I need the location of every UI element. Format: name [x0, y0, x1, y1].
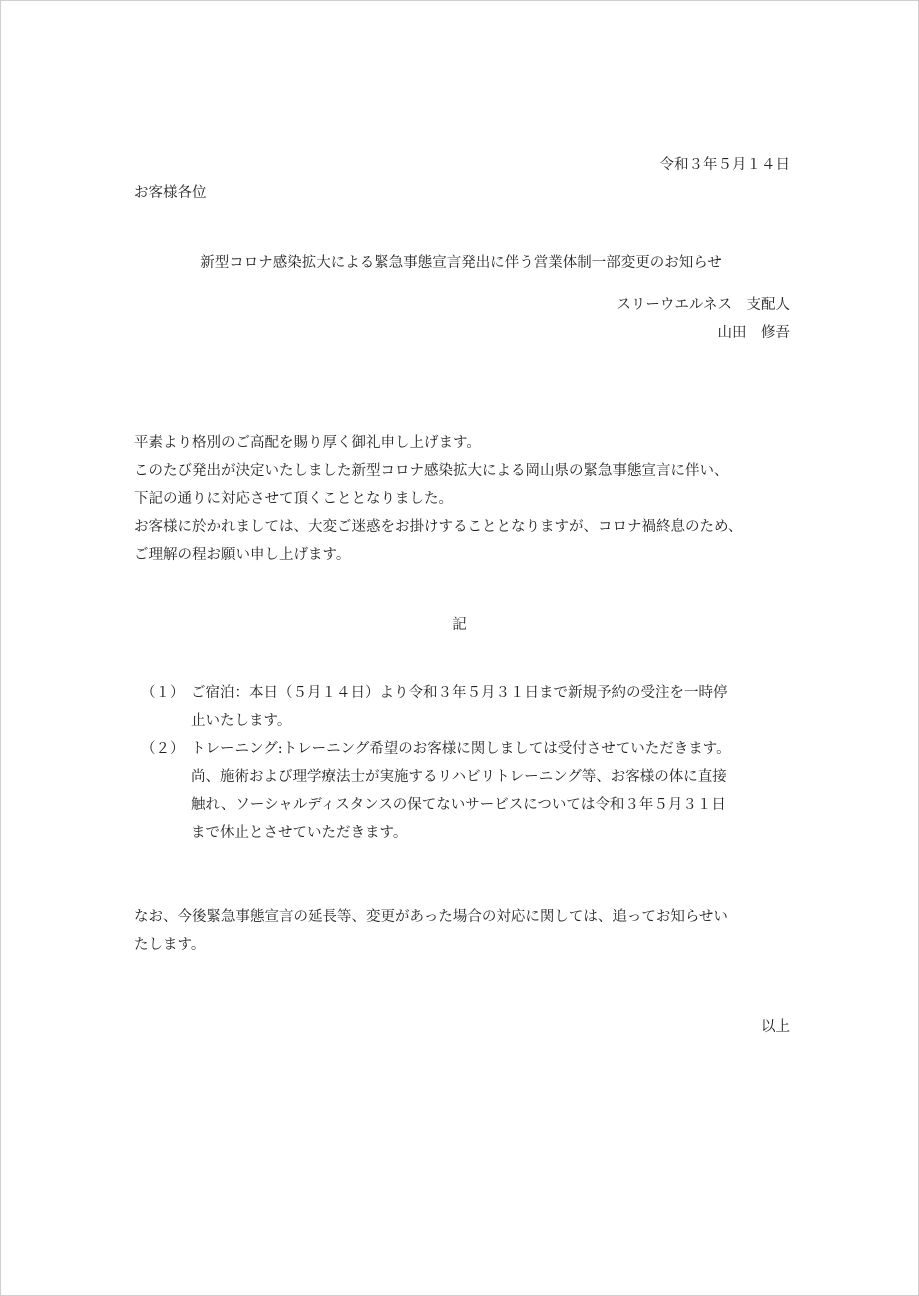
document-title: 新型コロナ感染拡大による緊急事態宣言発出に伴う営業体制一部変更のお知らせ [200, 255, 722, 271]
list-item [141, 679, 801, 735]
recipient: お客様各位 [134, 185, 207, 201]
item-number: （２） [141, 741, 185, 757]
closing-line: たします。 [134, 937, 206, 953]
body-line: お客様に於かれましては、大変ご迷惑をお掛けすることとなりますが、コロナ禍終息のため、 [134, 519, 743, 535]
item-line: 触れ、ソーシャルディスタンスの保てないサービスについては令和３年５月３１日 [191, 797, 726, 813]
sender-name: 山田 修吾 [717, 325, 790, 341]
closing-line: なお、今後緊急事態宣言の延長等、変更があった場合の対応に関しては、追ってお知らせい [134, 909, 728, 925]
item-line: 止いたします。 [191, 713, 292, 729]
item-line: ご宿泊：本日（５月１４日）より令和３年５月３１日まで新規予約の受注を一時停 [191, 685, 728, 701]
body-line: 下記の通りに対応させて頂くこととなりました。 [134, 491, 453, 507]
document-date: 令和３年５月１４日 [659, 157, 790, 173]
body-line: ご理解の程お願い申し上げます。 [134, 547, 351, 563]
ki-heading: 記 [452, 617, 467, 633]
closing-paragraph [134, 903, 814, 959]
sender-organization: スリーウエルネス 支配人 [616, 297, 790, 313]
body-line: 平素より格別のご高配を賜り厚く御礼申し上げます。 [134, 435, 481, 451]
list-item [141, 735, 801, 847]
item-line: 尚、施術および理学療法士が実施するリハビリトレーニング等、お客様の体に直接 [191, 769, 727, 785]
item-line: トレーニング:トレーニング希望のお客様に関しましては受付させていただきます。 [191, 741, 731, 757]
ending-mark: 以上 [761, 1019, 790, 1035]
item-line: まで休止とさせていただきます。 [191, 825, 408, 841]
body-line: このたび発出が決定いたしました新型コロナ感染拡大による岡山県の緊急事態宣言に伴い、 [134, 463, 729, 479]
item-number: （１） [141, 685, 185, 701]
body-paragraph [134, 429, 814, 569]
